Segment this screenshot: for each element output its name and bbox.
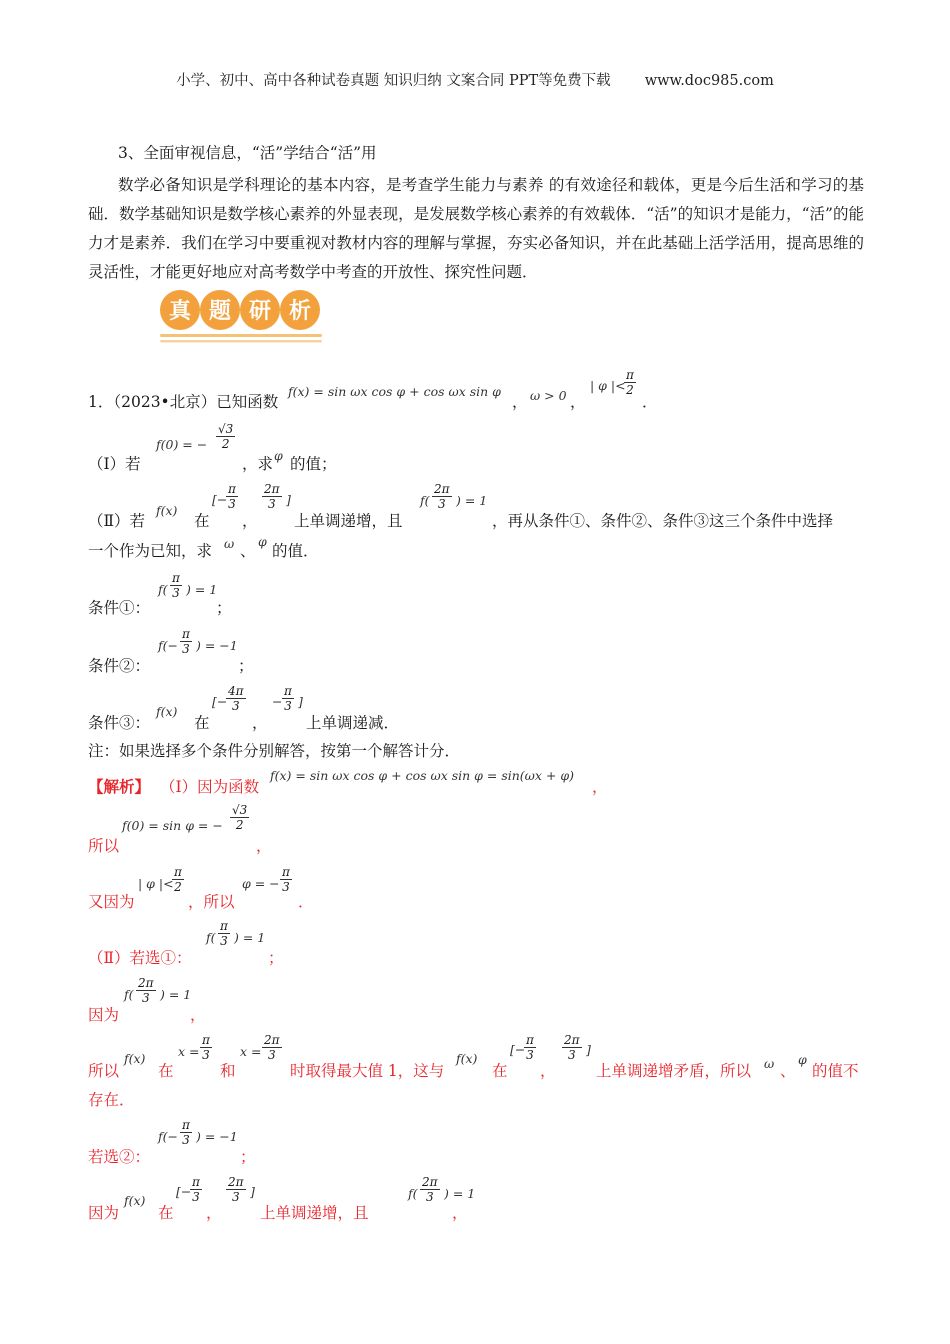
omega-symbol: ω [764,1056,775,1071]
solution-label: 【解析】 [88,777,151,796]
phi-symbol: φ [274,448,283,463]
badge-char-3: 研 [248,299,271,324]
note: 注：如果选择多个条件分别解答，按第一个解答计分． [88,742,461,760]
part2-label: （Ⅱ）若 [88,512,146,530]
zai: 在 [158,1062,174,1080]
intro-heading: 3、全面审视信息，“活”学结合“活”用 [118,144,377,162]
zai: 在 [194,512,210,530]
phi-eq: φ = − [242,876,280,891]
cond2-f: f(− [158,1129,178,1144]
zai: 在 [492,1062,508,1080]
interval-close: ] [586,1042,591,1057]
comma: ， [452,1204,468,1222]
fx: f(x) [124,1193,146,1208]
badge-char-1: 真 [168,299,191,324]
frac-pi-3-c1: $\frac{\pi}{3}$ [172,571,180,600]
frac-2pi-3-s7: $\frac{2\pi}{3}$ [422,1175,438,1204]
badge-underline-1 [160,334,322,337]
interval-close: ] [298,694,303,709]
phi-symbol: φ [798,1052,807,1067]
interval-open: [− [212,492,228,507]
omega-cond: ω > 0 [530,388,567,403]
contra-end: 的值不 [812,1062,859,1080]
badge-char-4: 析 [288,299,311,324]
frac-pi-2: $\frac{\pi}{2}$ [626,368,634,397]
eq-1: ) = 1 [160,987,192,1002]
cond1-eq: ) = 1 [186,582,218,597]
fx: f(x) [156,503,178,518]
omega-symbol: ω [224,536,235,551]
interval-open: [− [212,694,228,709]
semi: ； [216,599,232,617]
inc-and: 上单调递增，且 [260,1204,369,1222]
part2-choose: ，再从条件①、条件②、条件③这三个条件中选择 [492,512,834,530]
semi: ； [240,1148,256,1166]
comma: ， [242,512,258,530]
frac-sqrt3-2b: $\frac{√3}{2}$ [232,803,248,832]
eq-1: ) = 1 [456,493,488,508]
x-eq: x = [240,1044,262,1059]
part2-end: 的值． [272,542,319,560]
solution-s1-expr: f(x) = sin ωx cos φ + cos ωx sin φ = sin(ωx + φ) [270,768,574,783]
cond2-eq: ) = −1 [196,638,238,653]
frac-pi-2b: $\frac{\pi}{2}$ [174,865,182,894]
frac-2pi-3-s6: $\frac{2\pi}{3}$ [228,1175,244,1204]
cond3-dec: 上单调递减． [306,714,400,732]
fx: f(x) [124,1051,146,1066]
x-eq: x = [178,1044,200,1059]
frac-2pi-3b: $\frac{2\pi}{3}$ [434,482,450,511]
part1-ask: ，求 [242,455,274,473]
comma: ， [206,1204,222,1222]
fx: f(x) [456,1051,478,1066]
f-open: f( [420,493,430,508]
fx: f(x) [156,704,178,719]
eq-1: ) = 1 [234,930,266,945]
section-badge [158,288,328,348]
phi-symbol: φ [258,534,267,549]
semi: ； [268,949,284,967]
yinwei-label: 因为 [88,1204,120,1222]
part1-expr: f(0) = − [156,437,208,452]
comma: ， [570,393,586,411]
problem-func: f(x) = sin ωx cos φ + cos ωx sin φ [288,384,501,399]
frac-pi-3-s4: $\frac{\pi}{3}$ [526,1033,534,1062]
period: ． [298,893,314,911]
youyin-label: 又因为 [88,893,135,911]
f-open: f( [124,987,134,1002]
cond2-eq: ) = −1 [196,1129,238,1144]
frac-pi-3-c3: $\frac{\pi}{3}$ [284,684,292,713]
he: 和 [220,1062,236,1080]
solution-s2-expr: f(0) = sin φ = − [122,818,223,833]
part2-ask: 一个作为已知，求 [88,542,213,560]
interval-close: ] [286,492,291,507]
zai: 在 [158,1204,174,1222]
period: ． [642,393,658,411]
frac-pi-3-s5: $\frac{\pi}{3}$ [182,1118,190,1147]
frac-pi-3-s2: $\frac{\pi}{3}$ [220,919,228,948]
max-text: 时取得最大值 1，这与 [290,1062,445,1080]
frac-pi-3-s6: $\frac{\pi}{3}$ [192,1175,200,1204]
comma: ， [252,714,268,732]
cond1-label: 条件①： [88,599,151,617]
cond2-f: f(− [158,638,178,653]
so-label: 所以 [88,837,120,855]
comma: ， [190,1006,206,1024]
part2-inc: 上单调递增，且 [294,512,403,530]
phi-cond: | φ |< [590,378,626,393]
frac-pi-3-s: $\frac{\pi}{3}$ [282,865,290,894]
f-open: f( [408,1186,418,1201]
semi: ； [238,657,254,675]
eq-1: ) = 1 [444,1186,476,1201]
interval-close: ] [250,1184,255,1199]
comma: ， [256,837,272,855]
frac-2pi-3-s: $\frac{2\pi}{3}$ [138,976,154,1005]
not-exist: 存在． [88,1091,135,1109]
cond1-f: f( [158,582,168,597]
interval-open: [− [510,1042,526,1057]
dun: 、 [780,1062,796,1080]
phi-cond: | φ |< [138,876,174,891]
solution-s1: （Ⅰ）因为函数 [160,778,260,796]
part2-sol-label: （Ⅱ）若选①： [88,949,192,967]
dun: 、 [240,542,256,560]
yinwei-label: 因为 [88,1006,120,1024]
problem-stem: 1．（2023•北京）已知函数 [88,393,279,411]
contra-text: 上单调递增矛盾，所以 [596,1062,752,1080]
frac-pi-3: $\frac{\pi}{3}$ [228,482,236,511]
cond3-label: 条件③： [88,714,151,732]
frac-4pi-3: $\frac{4\pi}{3}$ [228,684,244,713]
frac-pi-3-s3: $\frac{\pi}{3}$ [202,1033,210,1062]
frac-2pi-3-s4: $\frac{2\pi}{3}$ [564,1033,580,1062]
frac-pi-3-c2: $\frac{\pi}{3}$ [182,627,190,656]
part1-end: 的值； [290,455,337,473]
badge-underline-2 [160,340,322,343]
header-site-text: 小学、初中、高中各种试卷真题 知识归纳 文案合同 PPT等免费下载 [176,73,611,89]
frac-sqrt3-2: $\frac{√3}{2}$ [218,422,234,451]
interval-open: [− [176,1184,192,1199]
frac-2pi-3: $\frac{2\pi}{3}$ [264,482,280,511]
badge-char-2: 题 [208,299,231,324]
comma: ， [592,778,608,796]
zai: 在 [194,714,210,732]
neg-sign: − [272,694,283,709]
f-open: f( [206,930,216,945]
frac-2pi-3-s3: $\frac{2\pi}{3}$ [264,1033,280,1062]
comma: ， [512,393,528,411]
header-site-url: www.doc985.com [644,73,774,89]
comma: ， [540,1062,556,1080]
cond2-label: 条件②： [88,657,151,675]
so-label: 所以 [88,1062,120,1080]
choose2-label: 若选②： [88,1148,151,1166]
suoyi-label: ，所以 [188,893,235,911]
intro-body: 数学必备知识是学科理论的基本内容，是考查学生能力与素养 的有效途径和载体，更是今后生活和学习的基础．数学基础知识是数学核心素养的外显表现，是发展数学核心素养的有效载体．“活”的知识才是能力，“活”的能力才是素养．我们在学习中要重视对教材内容的理解与掌握，夯实必备知识，并在此基础上活学活用，提高思维的灵活性，才能更好地应对高考数学中考查的开放性、探究性问题． [88,176,864,281]
page-header [0,69,950,90]
part1-label: （Ⅰ）若 [88,455,141,473]
